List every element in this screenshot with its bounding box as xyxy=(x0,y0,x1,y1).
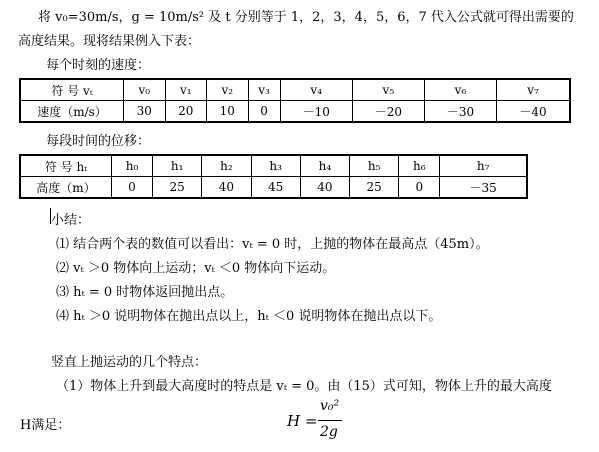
intro-line-1: 将 v₀=30m/s，g = 10m/s² 及 t 分别等于 1，2，3，4，5，6，7 代入公式就可得出需要的 xyxy=(38,10,574,25)
velocity-table xyxy=(19,78,571,123)
summary-item-1: ⑴ 结合两个表的数值可以看出：vₜ = 0 时，上抛的物体在最高点（45m）。 xyxy=(56,237,489,252)
table1-header-cell: v₇ xyxy=(497,79,570,101)
table1-row-label: 速度（m/s） xyxy=(20,101,124,123)
formula-denominator: 2g xyxy=(320,424,338,440)
table2-header-cell: h₄ xyxy=(300,155,349,177)
table2-value-cell: －35 xyxy=(440,177,527,199)
fraction-bar xyxy=(318,420,342,421)
table2-value-cell: 25 xyxy=(153,177,202,199)
intro-line-2: 高度结果。现将结果例入下表： xyxy=(18,34,201,49)
table1-value-cell: －20 xyxy=(352,101,424,123)
table-row xyxy=(20,155,527,177)
table2-header-cell: h₆ xyxy=(399,155,440,177)
table1-value-cell: －10 xyxy=(280,101,352,123)
table1-header-label: 符 号 vₜ xyxy=(20,79,124,101)
summary-title: 小结： xyxy=(51,213,91,228)
formula-numerator: v₀² xyxy=(320,398,340,414)
table2-header-cell: h₅ xyxy=(350,155,399,177)
table2-value-cell: 0 xyxy=(399,177,440,199)
table2-header-cell: h₇ xyxy=(440,155,527,177)
table2-value-cell: 40 xyxy=(202,177,251,199)
h-satisfies-label: H满足： xyxy=(20,418,71,433)
table2-header-label: 符 号 hₜ xyxy=(20,155,112,177)
table1-header-cell: v₅ xyxy=(352,79,424,101)
table2-header-cell: h₁ xyxy=(153,155,202,177)
features-item-1: （1）物体上升到最大高度时的特点是 vₜ = 0。由（15）式可知，物体上升的最大高度 xyxy=(56,379,552,394)
table1-value-cell: 10 xyxy=(207,101,249,123)
summary-item-2: ⑵ vₜ ＞0 物体向上运动；vₜ ＜0 物体向下运动。 xyxy=(56,261,336,276)
table2-value-cell: 25 xyxy=(350,177,399,199)
summary-item-4: ⑷ hₜ ＞0 说明物体在抛出点以上，hₜ ＜0 说明物体在抛出点以下。 xyxy=(56,309,442,324)
table2-header-cell: h₀ xyxy=(112,155,153,177)
table2-value-cell: 40 xyxy=(300,177,349,199)
table-row xyxy=(20,177,527,199)
table1-header-cell: v₃ xyxy=(248,79,280,101)
table1-header-cell: v₂ xyxy=(207,79,249,101)
table1-header-cell: v₆ xyxy=(424,79,496,101)
table1-header-cell: v₀ xyxy=(124,79,166,101)
table1-caption: 每个时刻的速度： xyxy=(46,58,151,73)
table1-value-cell: 0 xyxy=(248,101,280,123)
table2-caption: 每段时间的位移： xyxy=(46,134,151,149)
table2-value-cell: 0 xyxy=(112,177,153,199)
table1-header-cell: v₄ xyxy=(280,79,352,101)
features-title: 竖直上抛运动的几个特点： xyxy=(51,355,208,370)
table-row xyxy=(20,101,570,123)
table1-header-cell: v₁ xyxy=(165,79,207,101)
table1-value-cell: 20 xyxy=(165,101,207,123)
table1-value-cell: 30 xyxy=(124,101,166,123)
table2-row-label: 高度（m） xyxy=(20,177,112,199)
table2-header-cell: h₂ xyxy=(202,155,251,177)
displacement-table xyxy=(19,154,528,199)
table2-header-cell: h₃ xyxy=(251,155,300,177)
table1-value-cell: －30 xyxy=(424,101,496,123)
table-row xyxy=(20,79,570,101)
formula-lhs: H = xyxy=(287,412,318,430)
table2-value-cell: 45 xyxy=(251,177,300,199)
table1-value-cell: －40 xyxy=(497,101,570,123)
summary-item-3: ⑶ hₜ = 0 时物体返回抛出点。 xyxy=(56,285,234,300)
